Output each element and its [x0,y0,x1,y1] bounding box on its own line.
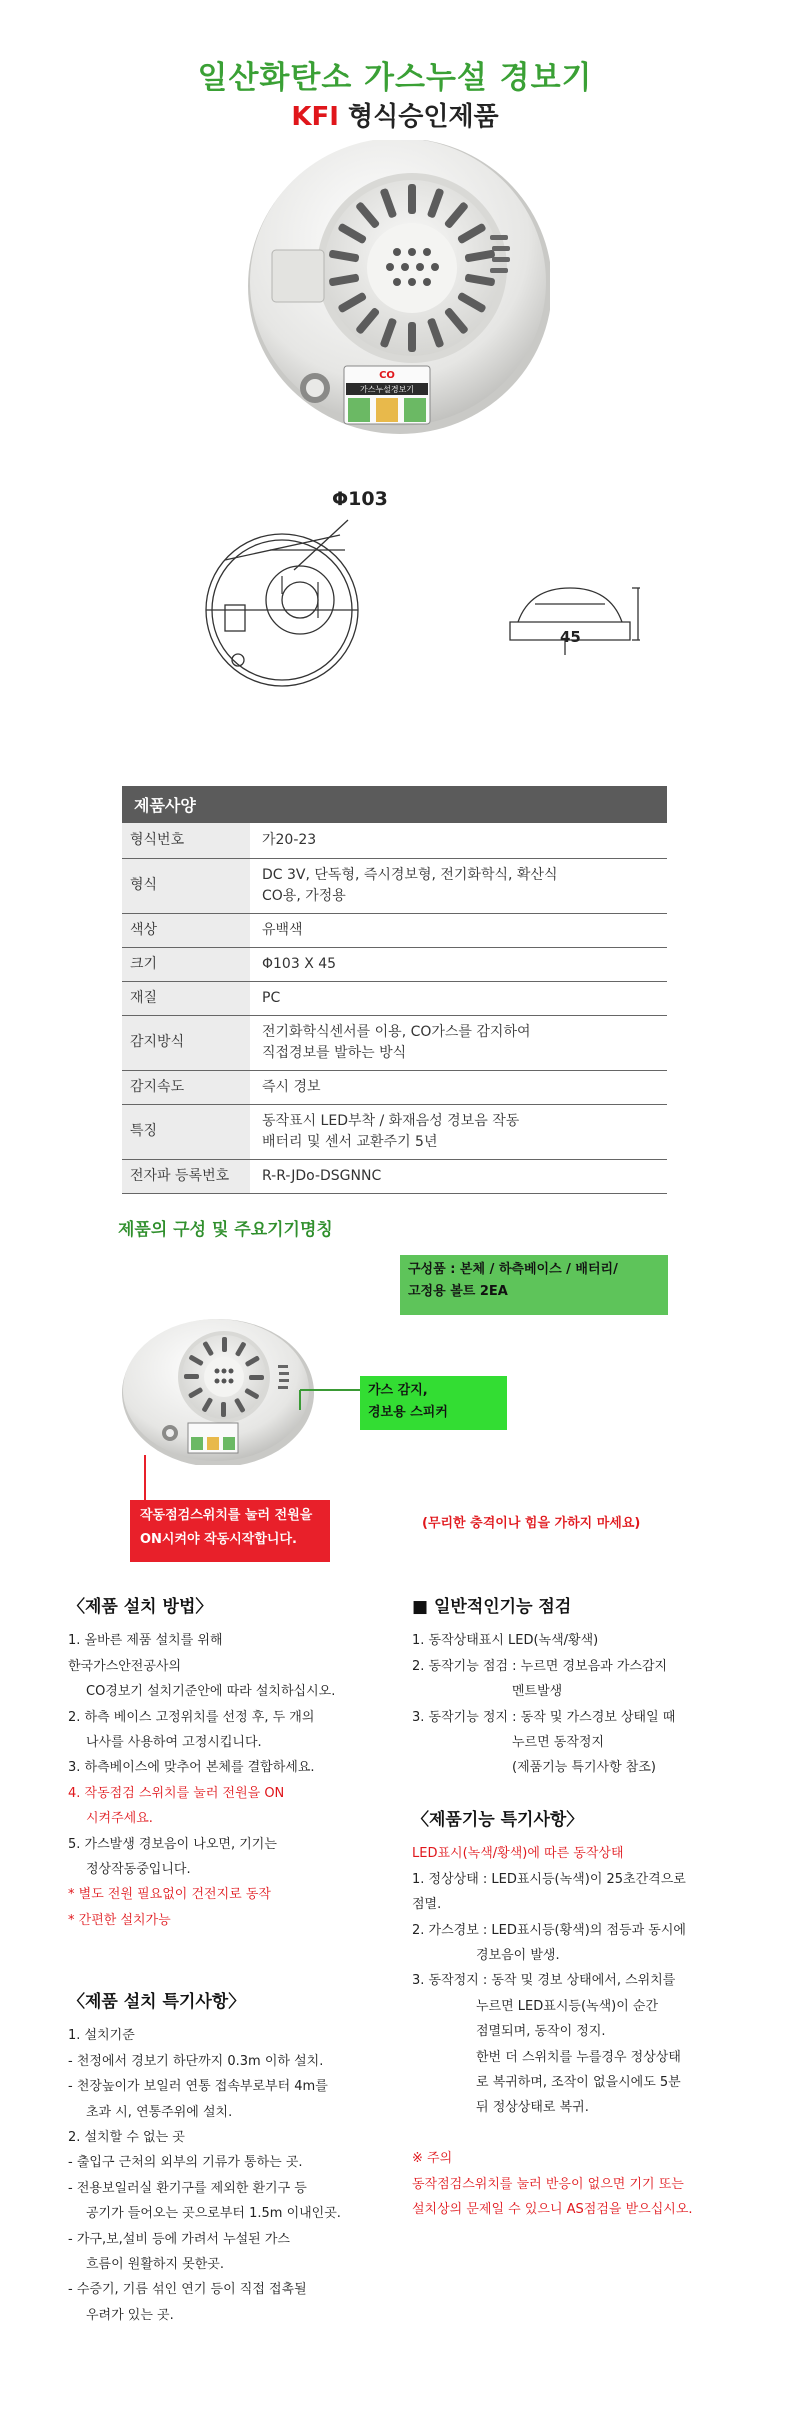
text-line: - 천정에서 경보기 하단까지 0.3m 이하 설치. [68,2053,324,2069]
spec-value: 즉시 경보 [250,1070,667,1104]
text-line: - 가구,보,설비 등에 가려서 누설된 가스 [68,2231,290,2247]
spec-value: R-R-JDo-DSGNNC [250,1159,667,1193]
spec-value: PC [250,981,667,1015]
spec-table [122,786,667,1194]
text-line: 3. 동작기능 정지 : 동작 및 가스경보 상태일 때 [412,1709,676,1725]
text-line: 경보음이 발생. [476,1948,560,1964]
kfi-brand: KFI [291,102,339,132]
text-line: 4. 작동점검 스위치를 눌러 전원을 ON [68,1785,285,1801]
spec-value: DC 3V, 단독형, 즉시경보형, 전기화학식, 확산식 CO용, 가정용 [250,858,667,913]
page-title: 일산화탄소 가스누설 경보기 [197,60,593,96]
text-line: 누르면 동작정지 [512,1735,605,1751]
text-line: 1. 동작상태표시 LED(녹색/황색) [412,1633,599,1649]
text-line: 나사를 사용하여 고정시킵니다. [86,1735,262,1751]
spec-value: 동작표시 LED부착 / 화재음성 경보음 작동 배터리 및 센서 교환주기 5년 [250,1104,667,1159]
text-line: 5. 가스발생 경보음이 나오면, 기기는 [68,1836,277,1852]
diameter-label: Φ103 [332,488,388,510]
text-line: 정상작동중입니다. [86,1862,191,1878]
text-line: 2. 하측 베이스 고정위치를 선정 후, 두 개의 [68,1709,315,1725]
features-title: 〈제품기능 특기사항〉 [412,1810,584,1830]
text-line: 동작점검스위치를 눌러 반응이 없으면 기기 또는 [412,2176,684,2192]
text-line: 점멸되며, 동작이 정지. [476,2024,606,2040]
text-line: 흐름이 원활하지 못한곳. [86,2257,224,2273]
spec-key: 형식번호 [122,823,250,858]
text-line: LED표시(녹색/황색)에 따른 동작상태 [412,1846,624,1862]
text-line: 2. 가스경보 : LED표시등(황색)의 점등과 동시에 [412,1922,686,1938]
text-line: 초과 시, 연통주위에 설치. [86,2104,233,2120]
text-line: 3. 동작정지 : 동작 및 경보 상태에서, 스위치를 [412,1973,676,1989]
text-line: * 간편한 설치가능 [68,1912,171,1928]
text-line [412,2121,772,2146]
text-line: 우려가 있는 곳. [86,2307,174,2323]
install-section [68,1595,408,1933]
text-line: 한번 더 스위치를 누를경우 정상상태 [476,2049,681,2065]
text-line: CO경보기 설치기준안에 따라 설치하십시오. [86,1684,336,1700]
text-line: 뒤 정상상태로 복귀. [476,2100,589,2116]
spec-value: 전기화학식센서를 이용, CO가스를 감지하여 직접경보를 발하는 방식 [250,1015,667,1070]
features-list [412,1841,772,2222]
label-name: 가스누설경보기 [359,385,415,394]
features-section [412,1808,772,2223]
text-line: ※ 주의 [412,2151,453,2167]
text-line: 2. 설치할 수 없는 곳 [68,2130,185,2146]
spec-value: Φ103 X 45 [250,947,667,981]
text-line: - 천장높이가 보일러 연통 접속부로부터 4m를 [68,2079,328,2095]
spec-key: 크기 [122,947,250,981]
height-label: 45 [560,628,581,646]
spec-key: 감지속도 [122,1070,250,1104]
check-title: ■ 일반적인기능 점검 [412,1597,572,1617]
page-subtitle [0,96,790,133]
text-line: 설치상의 문제일 수 있으니 AS점검을 받으십시오. [412,2202,693,2218]
spec-table-header: 제품사양 [122,786,667,823]
spec-key: 재질 [122,981,250,1015]
switch-box: 작동점검스위치를 눌러 전원을 ON시켜야 작동시작합니다. [130,1500,330,1562]
text-line: 시켜주세요. [86,1811,153,1827]
text-line: - 수증기, 기름 섞인 연기 등이 직접 접촉될 [68,2282,307,2298]
text-line: 한국가스안전공사의 [68,1658,182,1674]
install-list [68,1628,408,1933]
text-line: 점멸. [412,1897,442,1913]
spec-key: 전자파 등록번호 [122,1159,250,1193]
install-title: 〈제품 설치 방법〉 [68,1597,213,1617]
text-line: 1. 정상상태 : LED표시등(녹색)이 25초간격으로 [412,1871,686,1887]
spec-key: 형식 [122,858,250,913]
parts-box: 구성품 : 본체 / 하측베이스 / 배터리/ 고정용 볼트 2EA [400,1255,668,1315]
check-section [412,1595,772,1781]
dimension-drawing [170,510,640,700]
text-line: 1. 설치기준 [68,2028,135,2044]
text-line: - 전용보일러실 환기구를 제외한 환기구 등 [68,2180,307,2196]
text-line: * 별도 전원 필요없이 건전지로 동작 [68,1887,271,1903]
text-line: (제품기능 특기사항 참조) [512,1760,656,1776]
spec-value: 유백색 [250,913,667,947]
subtitle-text: 형식승인제품 [338,102,499,132]
text-line: 로 복귀하며, 조작이 없을시에도 5분 [476,2075,681,2091]
text-line: 누르면 LED표시등(녹색)이 순간 [476,1998,659,2014]
install-notes-section [68,1990,408,2328]
install-notes-title: 〈제품 설치 특기사항〉 [68,1992,246,2012]
text-line: 공기가 들어오는 곳으로부터 1.5m 이내인곳. [86,2206,341,2222]
handling-warning: (무리한 충격이나 힘을 가하지 마세요) [422,1516,641,1531]
text-line: 2. 동작기능 점검 : 누르면 경보음과 가스감지 [412,1658,668,1674]
spec-key: 특징 [122,1104,250,1159]
text-line: 1. 올바른 제품 설치를 위해 [68,1633,223,1649]
label-co: CO [379,370,395,381]
install-notes-list [68,2023,408,2328]
check-list [412,1628,772,1780]
spec-key: 감지방식 [122,1015,250,1070]
components-title: 제품의 구성 및 주요기기명칭 [118,1220,333,1240]
text-line: 멘트발생 [512,1684,563,1700]
spec-value: 가20-23 [250,823,667,858]
text-line: - 출입구 근처의 외부의 기류가 통하는 곳. [68,2155,303,2171]
spec-key: 색상 [122,913,250,947]
sensor-box: 가스 감지, 경보용 스피커 [360,1376,507,1430]
detector-photo [240,140,550,440]
text-line: 3. 하측베이스에 맞추어 본체를 결합하세요. [68,1760,315,1776]
